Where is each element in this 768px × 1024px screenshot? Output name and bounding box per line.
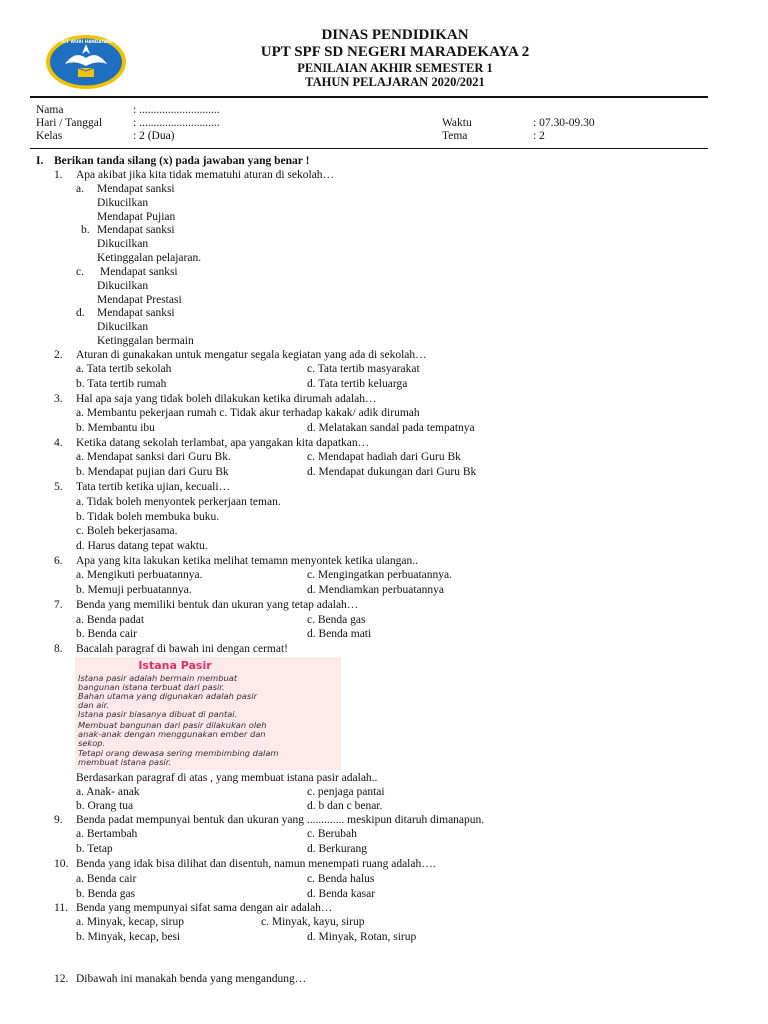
kelas-label: Kelas xyxy=(36,130,63,142)
question-text: Apa yang kita lakukan ketika melihat temamn menyontek ketika ulangan.. xyxy=(76,555,419,567)
question-number: 9. xyxy=(54,814,63,826)
logo-text: TUT WURI HANDAYANI xyxy=(59,39,113,44)
option-c: c. Boleh bekerjasama. xyxy=(76,525,178,537)
tut-wuri-handayani-logo xyxy=(45,34,127,90)
option-line: Mendapat sanksi xyxy=(97,224,175,236)
question-text: Tata tertib ketika ujian, kecuali… xyxy=(76,481,231,493)
passage-line: dan air. xyxy=(78,700,109,710)
option-label: a. xyxy=(76,183,84,195)
option-label: d. xyxy=(76,307,85,319)
hari-value: : ............................ xyxy=(133,117,220,129)
option-c: c. Benda gas xyxy=(307,614,366,626)
option-b: b. Tata tertib rumah xyxy=(76,378,167,390)
option-a: a. Anak- anak xyxy=(76,786,140,798)
hari-label: Hari / Tanggal xyxy=(36,117,103,129)
option-a: a. Tidak boleh menyontek perkerjaan teman. xyxy=(76,496,281,508)
question-number: 2. xyxy=(54,349,63,361)
option-d: d. Mendiamkan perbuatannya xyxy=(307,584,444,596)
nama-value: : ............................ xyxy=(133,104,220,116)
option-d: d. Mendapat dukungan dari Guru Bk xyxy=(307,466,477,478)
question-number: 6. xyxy=(54,555,63,567)
option-line: Mendapat sanksi xyxy=(97,307,175,319)
option-a: a. Benda padat xyxy=(76,614,145,626)
option-c: c. Benda halus xyxy=(307,873,375,885)
option-a: a. Minyak, kecap, sirup xyxy=(76,916,184,928)
question-text: Berdasarkan paragraf di atas , yang membuat istana pasir adalah.. xyxy=(76,772,378,784)
question-text: Benda yang mempunyai sifat sama dengan air adalah… xyxy=(76,902,333,914)
option-label: c. xyxy=(76,266,84,278)
question-text: Hal apa saja yang tidak boleh dilakukan ketika dirumah adalah… xyxy=(76,393,377,405)
option-b: b. Tetap xyxy=(76,843,113,855)
question-number: 7. xyxy=(54,599,63,611)
passage-line: Bahan utama yang digunakan adalah pasir xyxy=(78,691,257,701)
question-number: 8. xyxy=(54,643,63,655)
question-text: Benda yang idak bisa dilihat dan disentuh, namun menempati ruang adalah…. xyxy=(76,858,436,870)
passage-line: sekop. xyxy=(78,738,106,748)
option-a-c: a. Membantu pekerjaan rumah c. Tidak akur terhadap kakak/ adik dirumah xyxy=(76,407,420,419)
option-b: b. Benda gas xyxy=(76,888,136,900)
nama-label: Nama xyxy=(36,104,64,116)
header-title-2: UPT SPF SD NEGERI MARADEKAYA 2 xyxy=(260,44,530,60)
option-d: d. Berkurang xyxy=(307,843,368,855)
passage-line: Istana pasir biasanya dibuat di pantai. xyxy=(78,709,238,719)
option-a: a. Tata tertib sekolah xyxy=(76,363,172,375)
option-a: a. Bertambah xyxy=(76,828,138,840)
option-b: b. Orang tua xyxy=(76,800,134,812)
option-line: Mendapat Pujian xyxy=(97,211,176,223)
question-text: Ketika datang sekolah terlambat, apa yangakan kita dapatkan… xyxy=(76,437,370,449)
tema-value: : 2 xyxy=(533,130,545,142)
option-c: c. Berubah xyxy=(307,828,357,840)
option-c: c. penjaga pantai xyxy=(307,786,385,798)
option-d: d. Tata tertib keluarga xyxy=(307,378,408,390)
waktu-value: : 07.30-09.30 xyxy=(533,117,595,129)
kelas-value: : 2 (Dua) xyxy=(133,130,175,142)
question-text: Dibawah ini manakah benda yang mengandung… xyxy=(76,973,307,985)
option-d: d. Harus datang tepat waktu. xyxy=(76,540,208,552)
option-b: b. Mendapat pujian dari Guru Bk xyxy=(76,466,229,478)
option-d: d. Melatakan sandal pada tempatnya xyxy=(307,422,475,434)
option-d: d. b dan c benar. xyxy=(307,800,383,812)
header-title-3: PENILAIAN AKHIR SEMESTER 1 xyxy=(297,61,493,75)
option-c: c. Tata tertib masyarakat xyxy=(307,363,420,375)
option-line: Dikucilkan xyxy=(97,321,149,333)
option-line: Ketinggalan pelajaran. xyxy=(97,252,202,264)
option-b: b. Membantu ibu xyxy=(76,422,155,434)
question-number: 5. xyxy=(54,481,63,493)
question-number: 10. xyxy=(54,858,69,870)
passage-title: Istana Pasir xyxy=(138,659,212,672)
option-line: Mendapat sanksi xyxy=(97,183,175,195)
section-instruction: Berikan tanda silang (x) pada jawaban yang benar ! xyxy=(54,155,310,167)
option-line: Dikucilkan xyxy=(97,197,149,209)
question-number: 12. xyxy=(54,973,69,985)
option-line: Ketinggalan bermain xyxy=(97,335,194,347)
passage-line: anak-anak dengan menggunakan ember dan xyxy=(78,729,266,739)
option-a: a. Mengikuti perbuatannya. xyxy=(76,569,203,581)
option-d: d. Minyak, Rotan, sirup xyxy=(307,931,417,943)
question-number: 1. xyxy=(54,169,63,181)
option-c: c. Minyak, kayu, sirup xyxy=(261,916,365,928)
question-number: 4. xyxy=(54,437,63,449)
option-line: Dikucilkan xyxy=(97,280,149,292)
option-line: Dikucilkan xyxy=(97,238,149,250)
option-b: b. Benda cair xyxy=(76,628,137,640)
option-c: c. Mengingatkan perbuatannya. xyxy=(307,569,452,581)
tema-label: Tema xyxy=(442,130,468,142)
option-b: b. Tidak boleh membuka buku. xyxy=(76,511,220,523)
option-line: Mendapat sanksi xyxy=(100,266,178,278)
option-d: d. Benda kasar xyxy=(307,888,376,900)
option-a: a. Mendapat sanksi dari Guru Bk. xyxy=(76,451,231,463)
option-d: d. Benda mati xyxy=(307,628,372,640)
option-label: b. xyxy=(81,224,90,236)
waktu-label: Waktu xyxy=(442,117,472,129)
question-text: Aturan di gunakakan untuk mengatur segala kegiatan yang ada di sekolah… xyxy=(76,349,427,361)
header-title-1: DINAS PENDIDIKAN xyxy=(321,27,469,43)
passage-line: membuat istana pasir. xyxy=(78,757,171,767)
header-title-4: TAHUN PELAJARAN 2020/2021 xyxy=(305,75,485,89)
question-text: Bacalah paragraf di bawah ini dengan cermat! xyxy=(76,643,289,655)
option-a: a. Benda cair xyxy=(76,873,137,885)
option-c: c. Mendapat hadiah dari Guru Bk xyxy=(307,451,461,463)
passage-line: Tetapi orang dewasa sering membimbing dalam xyxy=(78,748,279,758)
section-number: I. xyxy=(36,155,44,167)
passage-line: bangunan istana terbuat dari pasir. xyxy=(78,682,225,692)
question-text: Apa akibat jika kita tidak mematuhi aturan di sekolah… xyxy=(76,169,335,181)
option-b: b. Minyak, kecap, besi xyxy=(76,931,181,943)
identity-divider xyxy=(30,148,708,149)
passage-line: Istana pasir adalah bermain membuat xyxy=(78,673,238,683)
option-b: b. Memuji perbuatannya. xyxy=(76,584,192,596)
header-divider xyxy=(30,96,708,98)
option-line: Mendapat Prestasi xyxy=(97,294,182,306)
passage-line: Membuat bangunan dari pasir dilakukan oleh xyxy=(78,720,267,730)
question-text: Benda yang memiliki bentuk dan ukuran yang tetap adalah… xyxy=(76,599,359,611)
question-text: Benda padat mempunyai bentuk dan ukuran yang ............. meskipun ditaruh dimanapun. xyxy=(76,814,485,826)
question-number: 3. xyxy=(54,393,63,405)
question-number: 11. xyxy=(54,902,68,914)
